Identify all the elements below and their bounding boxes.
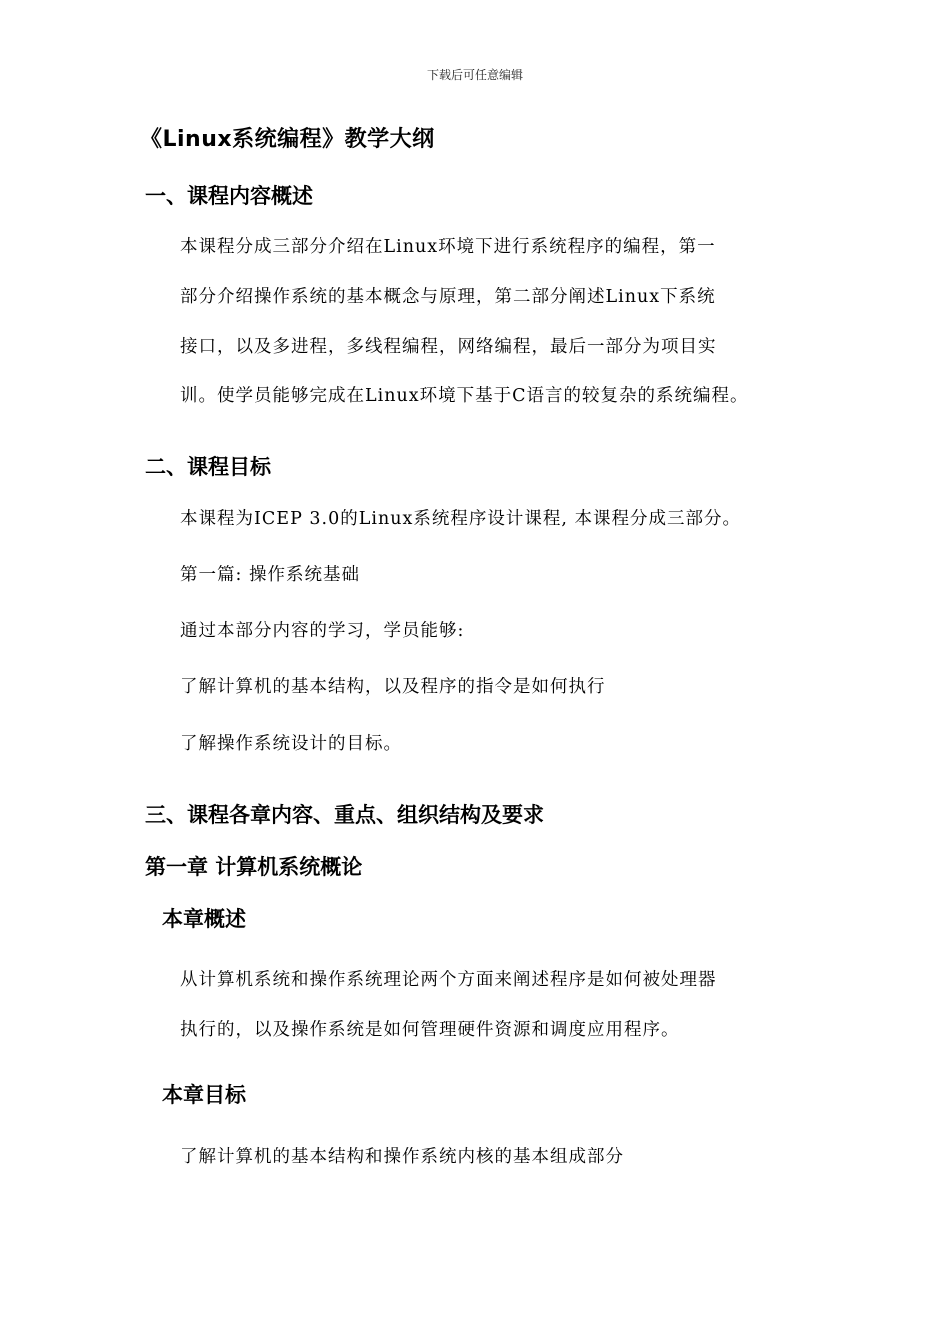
section-heading-overview: 一、课程内容概述 — [145, 184, 313, 208]
chapter-heading: 第一章 计算机系统概论 — [145, 855, 363, 879]
paragraph-line: 接口，以及多进程，多线程编程，网络编程，最后一部分为项目实 — [180, 337, 717, 357]
paragraph-line: 第一篇: 操作系统基础 — [180, 565, 360, 585]
section-heading-goals: 二、课程目标 — [145, 455, 271, 479]
subheading-goals: 本章目标 — [162, 1083, 246, 1107]
paragraph-line: 训。使学员能够完成在Linux环境下基于C语言的较复杂的系统编程。 — [180, 386, 749, 406]
paragraph-line: 通过本部分内容的学习，学员能够: — [180, 621, 465, 641]
paragraph-line: 执行的，以及操作系统是如何管理硬件资源和调度应用程序。 — [180, 1020, 680, 1040]
subheading-overview: 本章概述 — [162, 907, 246, 931]
paragraph-line: 了解计算机的基本结构和操作系统内核的基本组成部分 — [180, 1147, 624, 1167]
paragraph-line: 部分介绍操作系统的基本概念与原理，第二部分阐述Linux下系统 — [180, 287, 716, 307]
page-header: 下载后可任意编辑 — [426, 68, 523, 82]
document-title: 《Linux系统编程》教学大纲 — [140, 127, 435, 152]
paragraph-line: 了解操作系统设计的目标。 — [180, 734, 402, 754]
paragraph-line: 从计算机系统和操作系统理论两个方面来阐述程序是如何被处理器 — [180, 970, 717, 990]
paragraph-line: 本课程为ICEP 3.0的Linux系统程序设计课程, 本课程分成三部分。 — [180, 509, 741, 529]
paragraph-line: 本课程分成三部分介绍在Linux环境下进行系统程序的编程，第一 — [180, 237, 716, 257]
section-heading-chapters: 三、课程各章内容、重点、组织结构及要求 — [145, 803, 544, 827]
paragraph-line: 了解计算机的基本结构，以及程序的指令是如何执行 — [180, 677, 606, 697]
